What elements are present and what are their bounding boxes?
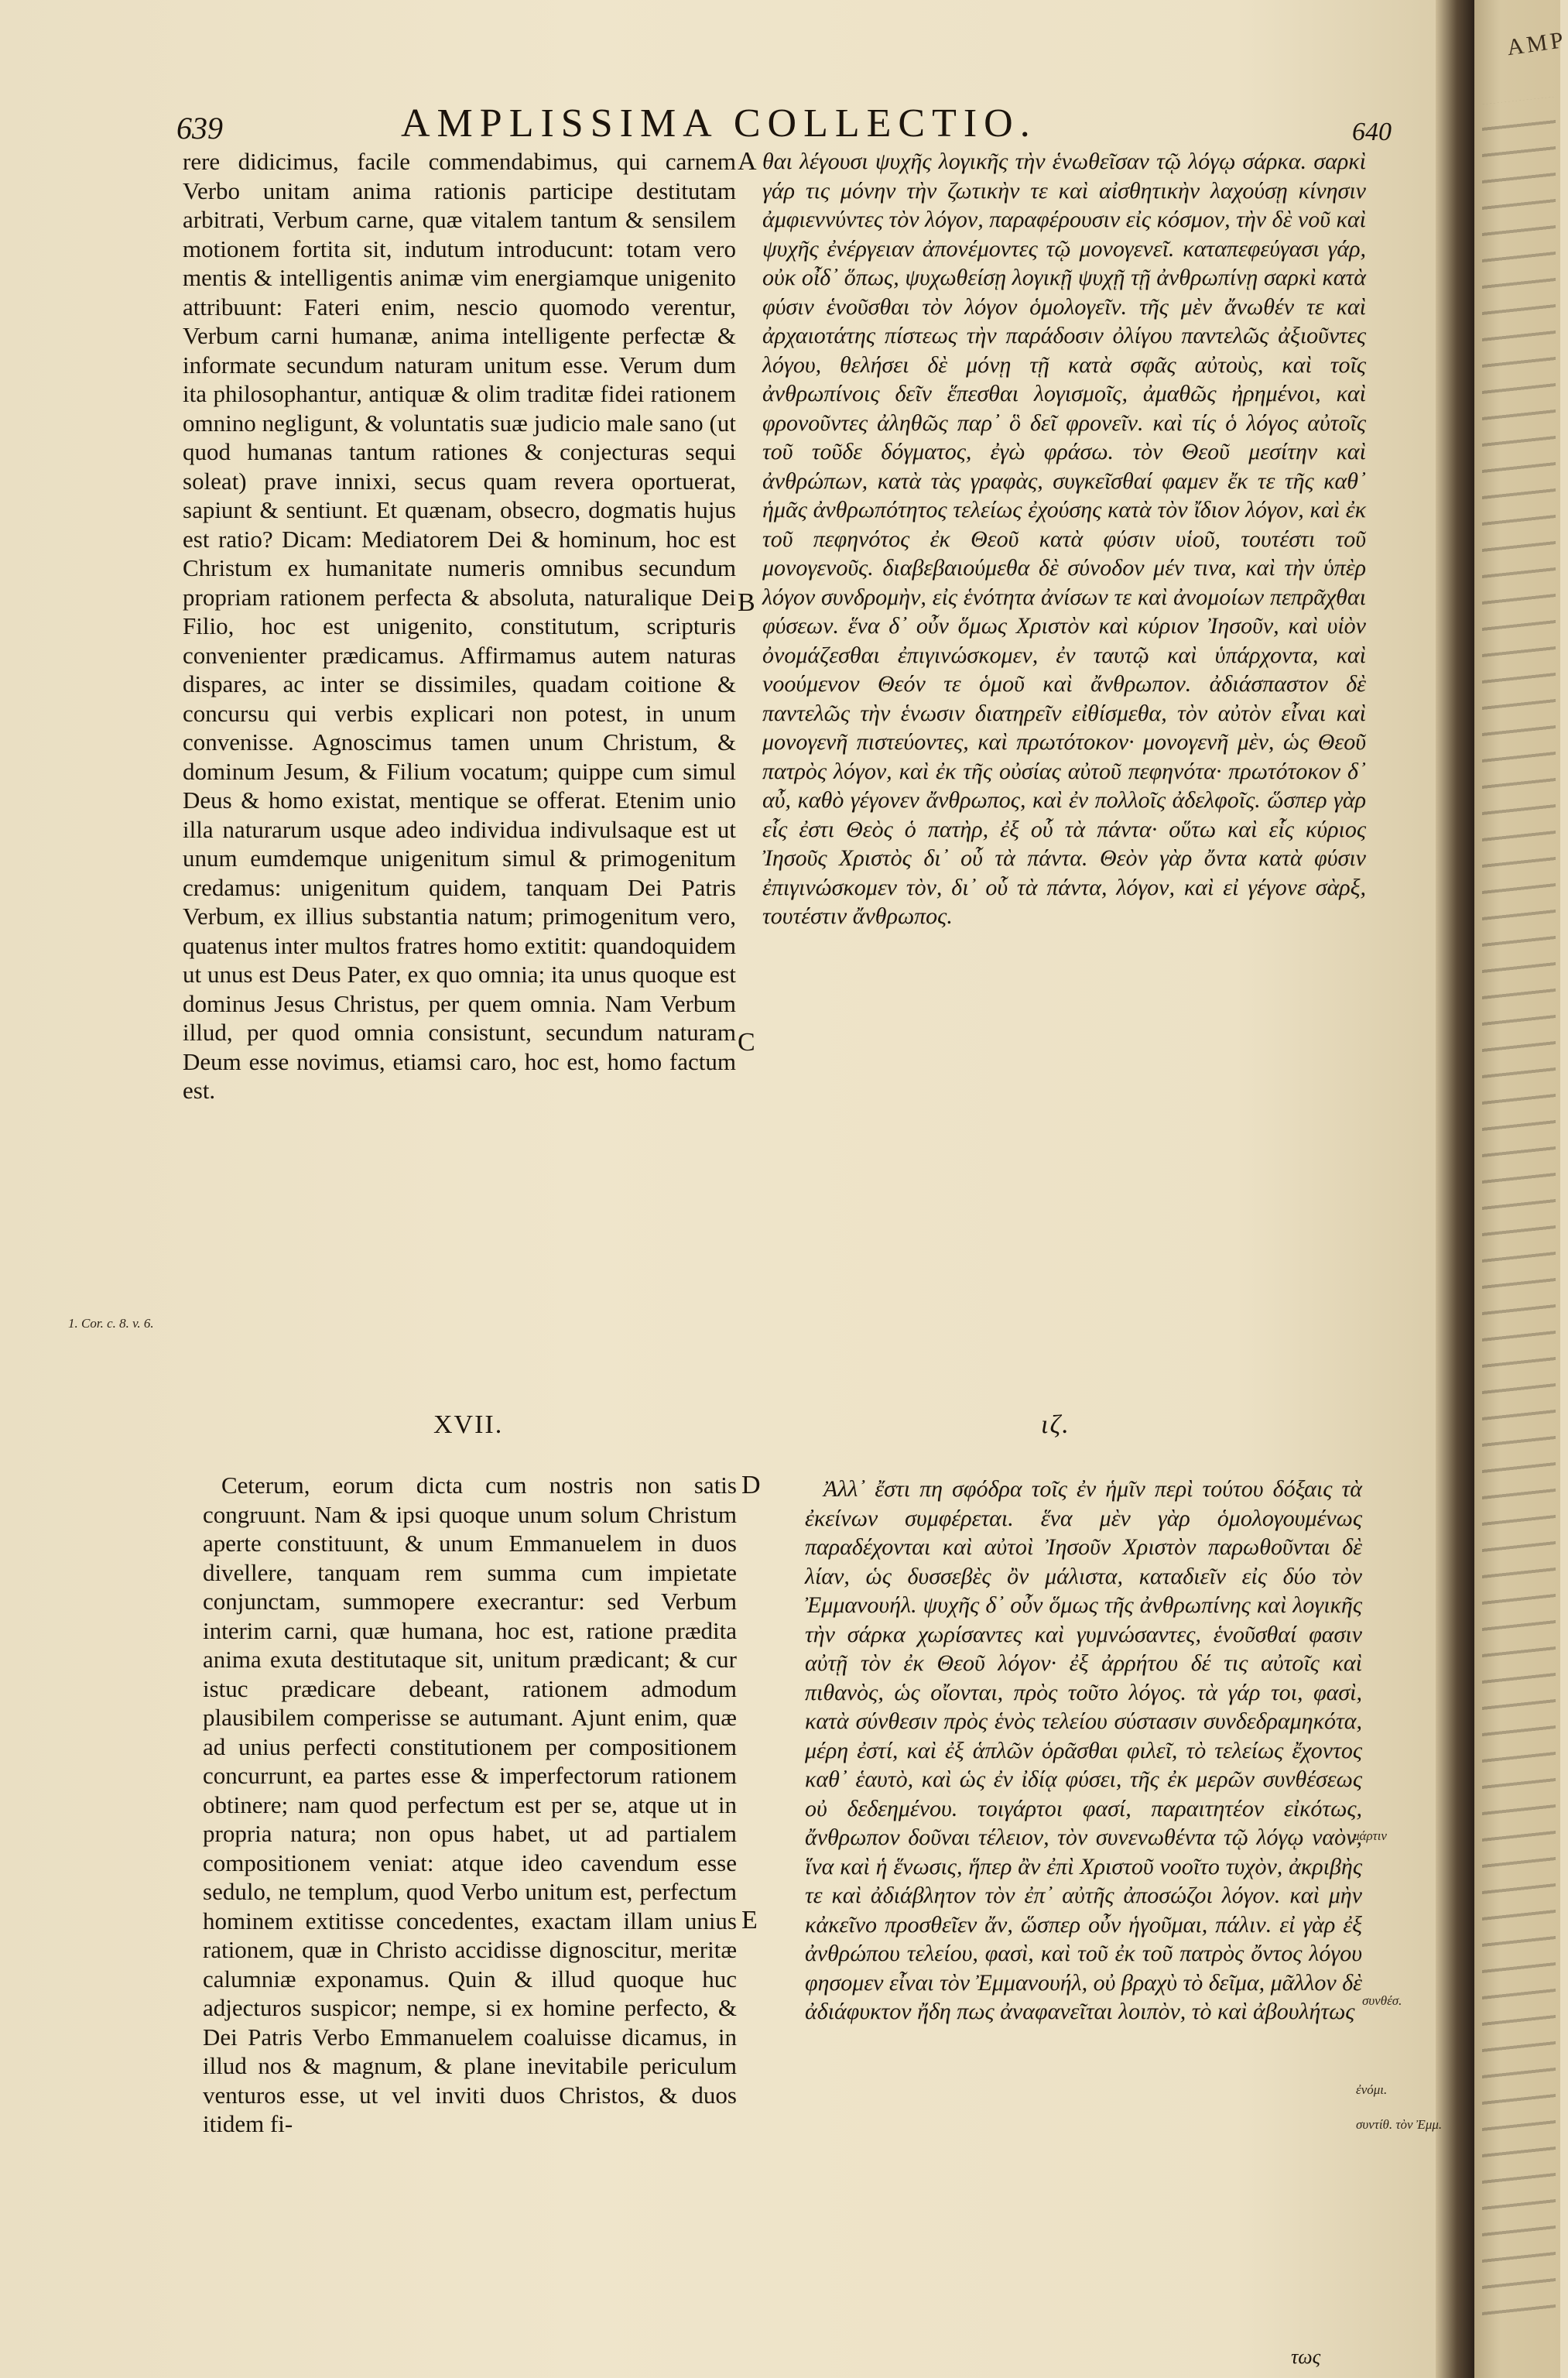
latin-paragraph: rere didicimus, facile commendabimus, qui carnem Verbo unitam anima rationis participe destitutam arbitrati, Verbum carne, quæ vitalem tantum & sensilem motionem fortita sit, indutum introducunt: totam vero mentis & intelligentis animæ vim energiamque unigenito attribuunt: Fateri enim, nescio quomodo verentur, Verbum carni humanæ, anima intelligente perfectæ & informate secundum naturam unitum esse. Verum dum ita philosophantur, antiquæ & olim traditæ fidei rationem omnino negligunt, & voluntatis suæ judicio male sano (ut quod humanas tantum rationes & conjecturas sequi soleat) prave innixi, secus quam revera oportuerat, sapiunt & sentiunt. Et quænam, obsecro, dogmatis hujus est ratio? Dicam: Mediatorem Dei & hominum, hoc est Christum ex humanitate numeris omnibus secundum propriam rationem perfecta & absoluta, naturalique Dei Filio, hoc est unigenito, constitutum, scripturis convenienter prædicamus. Affirmamus autem naturas dispares, ac inter se dissimiles, quadam coitione & concursu qui verbis explicari non potest, in unum convenisse. Agnoscimus tamen unum Christum, & dominum Jesum, & Filium vocatum; quippe cum simul Deus & homo existat, mentique se offerat. Etenim unio illa naturarum usque adeo individua indivulsaque est ut unum eumdemque unigenitum simul & primogenitum credamus: unigenitum quidem, tanquam Dei Patris Verbum, ex illius substantia natum; primogenitum vero, quatenus inter multos fratres homo extitit: quandoquidem ut unus est Deus Pater, ex quo omnia; ita unus quoque est dominus Jesus Christus, per quem omnia. Nam Verbum illud, per quod omnia consistunt, secundum naturam Deum esse novimus, etiamsi caro, hoc est, homo factum est. [183,148,736,1104]
margin-note: συνθέσ. [1362,1993,1402,2008]
facing-page-header-fragment: AMP [1505,26,1568,61]
margin-citation: 1. Cor. c. 8. v. 6. [68,1316,154,1331]
catchword: τως [1291,2345,1321,2368]
margin-letter-a: A [738,147,757,176]
margin-letter-c: C [738,1028,755,1057]
section-number-greek: ιζ. [1041,1410,1070,1439]
facing-page-text-lines [1482,97,1556,2334]
latin-column-lower [203,1471,737,2139]
margin-note: συντίθ. τὸν Ἐμμ. [1356,2117,1443,2132]
margin-letter-d: D [741,1471,761,1499]
section-number-latin: XVII. [433,1410,504,1439]
greek-column-lower [805,1475,1362,2027]
greek-paragraph: θαι λέγουσι ψυχῆς λογικῆς τὴν ἑνωθεῖσαν τῷ λόγῳ σάρκα. σαρκὶ γάρ τις μόνην τὴν ζωτικὴν τε καὶ αἰσθητικὴν λαχούσῃ κίνησιν ἀμφιεννύντες τὸν λόγον, παραφέρουσιν εἰς κόσμον, τὴν δὲ νοῦ καὶ ψυχῆς ἐνέργειαν ἀπονέμοντες τῷ μονογενεῖ. καταπεφεύγασι γάρ, οὐκ οἶδ᾽ ὅπως, ψυχωθείσῃ λογικῇ ψυχῇ τῇ ἀνθρωπίνῃ σαρκὶ κατὰ φύσιν ἑνοῦσθαι τὸν λόγον ὁμολογεῖν. τῆς μὲν ἄνωθέν τε καὶ ἀρχαιοτάτης πίστεως τὴν παράδοσιν ὀλίγου παντελῶς ἀξιοῦντες λόγου, θελήσει δὲ μόνῃ τῇ κατὰ σφᾶς αὐτοὺς, καὶ τοῖς ἀνθρωπίνοις δεῖν ἕπεσθαι λογισμοῖς, ἀμαθῶς ἠρημένοι, καὶ φρονοῦντες ἀληθῶς παρ᾽ ὃ δεῖ φρονεῖν. καὶ τίς ὁ λόγος αὐτοῖς τοῦ τοῦδε δόγματος, ἐγὼ φράσω. τὸν Θεοῦ μεσίτην καὶ ἀνθρώπων, κατὰ τὰς γραφὰς, συγκεῖσθαί φαμεν ἔκ τε τῆς καθ᾽ ἡμᾶς ἀνθρωπότητος τελείως ἐχούσης κατὰ τὸν ἴδιον λόγον, καὶ ἐκ τοῦ πεφηνότος ἐκ Θεοῦ κατὰ φύσιν υἱοῦ, τουτέστι τοῦ μονογενοῦς. διαβεβαιούμεθα δὲ σύνοδον μέν τινα, καὶ τὴν ὑπὲρ λόγον συνδρομὴν, εἰς ἑνότητα ἀνίσων τε καὶ ἀνομοίων πεπρᾶχθαι φύσεων. ἕνα δ᾽ οὖν ὅμως Χριστὸν καὶ κύριον Ἰησοῦν, καὶ υἱὸν ὀνομάζεσθαι ἐπιγινώσκομεν, ἐν ταυτῷ καὶ ὑπάρχοντα, καὶ νοούμενον Θεόν τε ὁμοῦ καὶ ἄνθρωπον. ἀδιάσπαστον δὲ παντελῶς τὴν ἑνωσιν διατηρεῖν εἰθίσμεθα, τὸν αὐτὸν εἶναι καὶ μονογενῆ πιστεύοντες, καὶ πρωτότοκον· μονογενῆ μὲν, ὡς Θεοῦ πατρὸς λόγον, καὶ ἐκ τῆς οὐσίας αὐτοῦ πεφηνότα· πρωτότοκον δ᾽ αὖ, καθὸ γέγονεν ἄνθρωπος, καὶ ἐν πολλοῖς ἀδελφοῖς. ὥσπερ γὰρ εἷς ἐστι Θεὸς ὁ πατὴρ, ἐξ οὗ τὰ πάντα· οὕτω καὶ εἷς κύριος Ἰησοῦς Χριστὸς δι᾽ οὗ τὰ πάντα. Θεὸν γὰρ ὄντα κατὰ φύσιν ἐπιγινώσκομεν τὸν, δι᾽ οὗ τὰ πάντα, λόγον, καὶ εἰ γέγονε σὰρξ, τουτέστιν ἄνθρωπος. [762,149,1366,929]
greek-column-upper [762,147,1366,931]
margin-letter-e: E [741,1906,758,1934]
page-number-right: 640 [1352,118,1392,146]
latin-column-upper [183,147,736,1105]
margin-note: μάρτιν [1353,1828,1387,1843]
page-number-left: 639 [176,111,223,146]
margin-letter-b: B [738,588,755,617]
latin-paragraph: Ceterum, eorum dicta cum nostris non satis congruunt. Nam & ipsi quoque unum solum Christum aperte constituunt, & unum Emmanuelem in duos divellere, tanquam rem summa cum impietate conjunctam, summopere execrantur: sed Verbum interim carni, quæ humana, hoc est, ratione prædita anima exuta destitutaque sit, unitum prædicant; & cur istuc prædicare debeant, rationem admodum plausibilem comperisse se autumant. Ajunt enim, quæ ad unius perfecti constitutionem per compositionem concurrunt, ea partes esse & imperfectorum rationem obtinere; nam quod perfectum est per se, atque ut in propria natura; non opus habet, ut ad partialem compositionem veniat: atque ideo cavendum esse sedulo, ne templum, quod Verbo unitum est, perfectum hominem extitisse concedentes, exactam illam unius rationem, quæ in Christo accidisse dignoscitur, meritæ calumniæ exponamus. Quin & illud quoque huc adjecturos suspicor; nempe, si ex homine perfecto, & Dei Patris Verbo Emmanuelem coaluisse dicamus, in illud nos & magnum, & plane inevitabile periculum venturos esse, ut vel inviti duos Christos, & duos itidem fi- [203,1472,737,2137]
book-gutter [1436,0,1474,2378]
facing-page-edge [1474,0,1568,2378]
running-title: AMPLISSIMA COLLECTIO. [401,101,1037,146]
margin-note: ἐνόμι. [1356,2082,1388,2097]
greek-paragraph: Ἀλλ᾽ ἔστι πη σφόδρα τοῖς ἐν ἡμῖν περὶ τούτου δόξαις τὰ ἐκείνων συμφέρεται. ἕνα μὲν γὰρ ὁμολογουμένως παραδέχονται καὶ αὐτοὶ Ἰησοῦν Χριστὸν παρωθοῦνται δὲ λίαν, ὡς δυσσεβὲς ὂν μάλιστα, καταδιεῖν εἰς δύο τὸν Ἐμμανουήλ. ψυχῆς δ᾽ οὖν ὅμως τῆς ἀνθρωπίνης καὶ λογικῆς τὴν σάρκα χωρίσαντες καὶ γυμνώσαντες, ἑνοῦσθαί φασιν αὐτῇ τὸν ἐκ Θεοῦ λόγον· ἐξ ἀρρήτου δέ τις αὐτοῖς καὶ πιθανὸς, ὡς οἴονται, πρὸς τοῦτο λόγος. τὰ γάρ τοι, φασὶ, κατὰ σύνθεσιν πρὸς ἑνὸς τελείου σύστασιν συνδεδραμηκότα, μέρη ἐστί, καὶ ἐξ ἁπλῶν ὁρᾶσθαι φιλεῖ, τὸ τελείως ἔχοντος καθ᾽ ἑαυτὸ, καὶ ὡς ἐν ἰδίᾳ φύσει, τῆς ἐκ μερῶν συνθέσεως οὐ δεδεημένου. τοιγάρτοι φασί, παραιτητέον εἰκότως, ἄνθρωπον δοῦναι τέλειον, τὸν συνενωθέντα τῷ λόγῳ ναὸν, ἵνα καὶ ἡ ἕνωσις, ἥπερ ἂν ἐπὶ Χριστοῦ νοοῖτο τυχὸν, ἀκριβὴς τε καὶ ἀδιάβλητον τὸν ἐπ᾽ αὐτῆς ἀποσώζοι λόγον. καὶ μὴν κἀκεῖνο προσθεῖεν ἄν, ὥσπερ οὖν ἡγοῦμαι, πάλιν. εἰ γὰρ ἐξ ἀνθρώπου τελείου, φασὶ, καὶ τοῦ ἐκ τοῦ πατρὸς ὄντος λόγου φησομεν εἶναι τὸν Ἐμμανουήλ, οὐ βραχὺ τὸ δεῖμα, μᾶλλον δὲ ἀδιάφυκτον ἤδη πως ἀναφανεῖται λοιπὸν, τὸ καὶ ἀβουλήτως [805,1476,1362,2024]
